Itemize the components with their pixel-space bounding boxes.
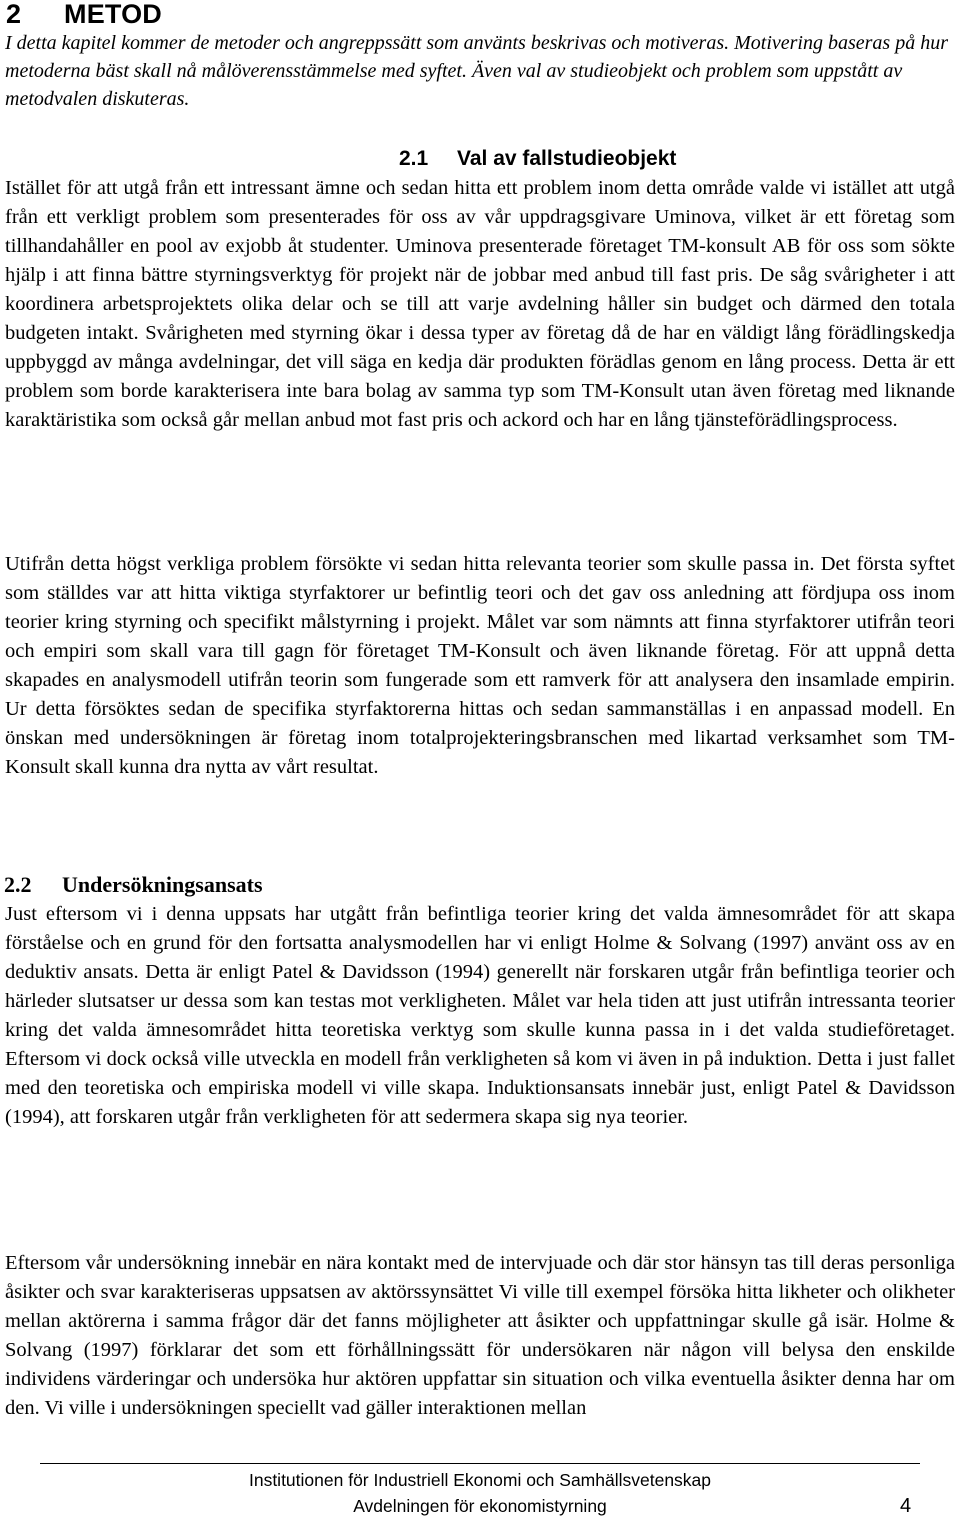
footer-divider [40, 1463, 920, 1464]
section-title: Val av fallstudieobjekt [457, 147, 677, 170]
page-number: 4 [900, 1495, 912, 1517]
section-heading-2-1 [399, 145, 676, 173]
section-title: Undersökningsansats [62, 872, 263, 897]
chapter-heading [6, 0, 162, 28]
body-paragraph: Istället för att utgå från ett intressant ämne och sedan hitta ett problem inom detta område valde vi istället att utgå från ett verkligt problem som presenterades för oss av vår uppdragsgivare Uminova, vilket är ett företag som tillhandahåller en pool av exjobb åt studenter. Uminova presenterade företaget TM-konsult AB för oss som sökte hjälp i att finna bättre styrningsverktyg för projekt när de jobbar med anbud till fast pris. De såg svårigheter i att koordinera arbetsprojektets olika delar och se till att varje avdelning håller sin budget och därmed den totala budgeten intakt. Svårigheten med styrning ökar i dessa typer av företag då de har en väldigt lång förädlingskedja uppbyggd av många avdelningar, det vill säga en kedja där produkten förädlas genom en lång process. Detta är ett problem som borde karakterisera inte bara bolag av samma typ som TM-Konsult utan även företag med liknande karaktäristika som också går mellan anbud mot fast pris och ackord och har en lång tjänsteförädlingsprocess. [5, 177, 955, 431]
footer-institution: Institutionen för Industriell Ekonomi och Samhällsvetenskap [248, 1470, 712, 1490]
section-number: 2.1 [399, 147, 429, 170]
chapter-intro: I detta kapitel kommer de metoder och angreppssätt som använts beskrivas och motiveras. Motivering baseras på hur metoderna bäst skall nå målöverensstämmelse med syftet. Även val av studieobjekt och problem som uppstått av metodvalen diskuteras. [5, 32, 948, 110]
chapter-number: 2 [6, 0, 22, 29]
chapter-title: METOD [64, 0, 163, 29]
footer-department: Avdelningen för ekonomistyrning [353, 1496, 607, 1516]
body-paragraph: Utifrån detta högst verkliga problem försökte vi sedan hitta relevanta teorier som skulle passa in. Det första syftet som ställdes var att hitta viktiga styrfaktorer ur befintlig teori och det gav oss anledning att fördjupa oss inom teorier kring styrning och specifikt målstyrning i projekt. Målet var som nämnts att finna styrfaktorer utifrån teori och empiri som skall vara till gagn för företaget TM-Konsult och även liknande företag. För att uppnå detta skapades en analysmodell utifrån teorin som fungerade som ett ramverk för att analysera den insamlade empirin. Ur detta försöktes sedan de specifika styrfaktorerna hittas och sedan sammanställas i en anpassad modell. En önskan med undersökningen är företag inom totalprojekteringsbranschen med likartad verksamhet som TM-Konsult skall kunna dra nytta av vårt resultat. [5, 553, 955, 778]
section-number: 2.2 [4, 872, 32, 897]
section-heading-2-2 [4, 871, 263, 899]
body-paragraph: Eftersom vår undersökning innebär en nära kontakt med de intervjuade och där stor hänsyn tas till deras personliga åsikter och svar karakteriseras uppsatsen av aktörssynsättet Vi ville till exempel försöka hitta likheter och olikheter mellan aktörerna i samma frågor där det fanns möjligheter att åsikter och uppfattningar skulle gå isär. Holme & Solvang (1997) förklarar det som ett förhållningssätt för undersökaren när någon vill belysa den enskilde individens värderingar och undersöka hur aktören uppfattar sin situation och vilka eventuella åsikter denna har om den. Vi ville i undersökningen speciellt vad gäller interaktionen mellan [5, 1252, 955, 1419]
body-paragraph: Just eftersom vi i denna uppsats har utgått från befintliga teorier kring det valda ämnesområdet för att skapa förståelse och en grund för den fortsatta analysmodellen har vi enligt Holme & Solvang (1997) använt oss av en deduktiv ansats. Detta är enligt Patel & Davidsson (1994) generellt när forskaren utgår från befintliga teorier och härleder slutsatser ur dessa som kan testas mot verkligheten. Målet var hela tiden att just utifrån intressanta teorier kring det valda ämnesområdet hitta teoretiska verktyg som skulle kunna passa in i det valda studieföretaget. Eftersom vi dock också ville utveckla en modell från verkligheten så kom vi även in på induktion. Detta i just fallet med den teoretiska och empiriska modell vi ville skapa. Induktionsansats innebär just, enligt Patel & Davidsson (1994), att forskaren utgår från verkligheten för att sedermera skapa sig nya teorier. [5, 903, 955, 1128]
page-footer [0, 1467, 960, 1519]
